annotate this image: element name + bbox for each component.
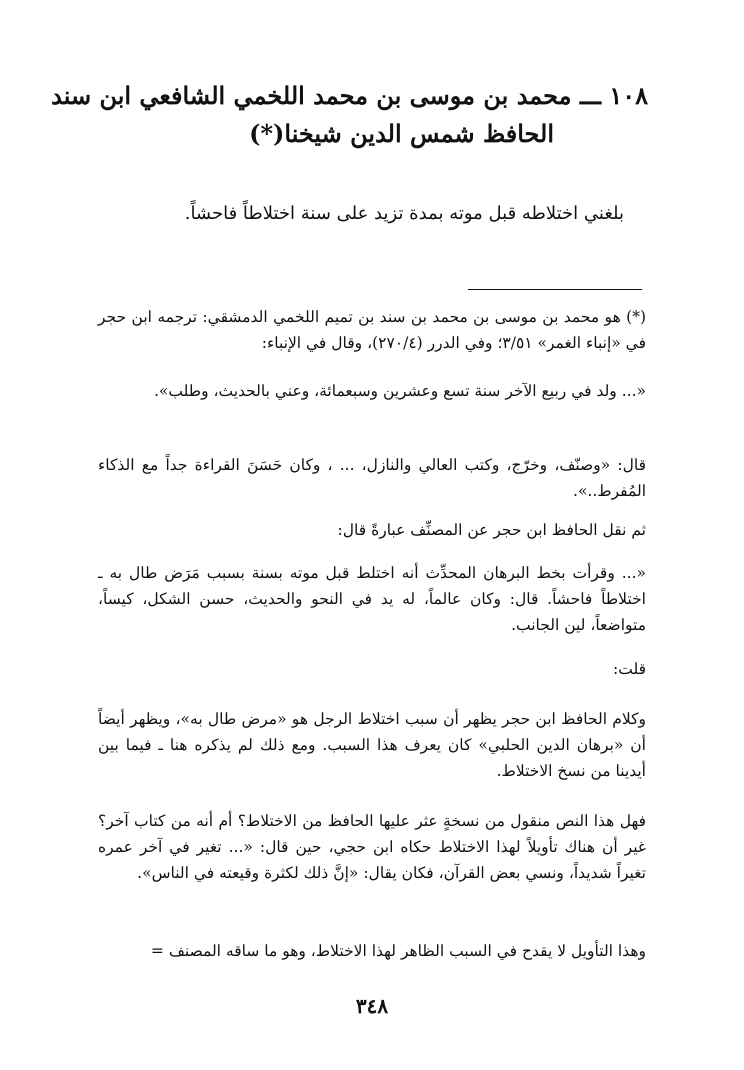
footnote-text-2: «... ولد في ربيع الآخر سنة تسع وعشرين وسبعمائة، وعني بالحديث، وطلب».	[153, 382, 646, 400]
entry-heading-line-2	[94, 116, 554, 152]
footnote-text-4: ثم نقل الحافظ ابن حجر عن المصنِّف عبارةً قال:	[337, 521, 646, 539]
footnote-text-5: «... وقرأت بخط البرهان المحدِّث أنه اختلط قبل موته بسنة بسبب مَرَض طال به ـ اختلاطاً فاحشاً. قال: وكان عالماً، له يد في النحو والحديث، حسن الشكل، كيساً، متواضعاً، لين الجانب.	[98, 564, 646, 634]
main-text: بلغني اختلاطه قبل موته بمدة تزيد على سنة اختلاطاً فاحشاً.	[184, 203, 624, 224]
footnote-text-1: هو محمد بن موسى بن محمد بن سند بن تميم اللخمي الدمشقي: ترجمه ابن حجر في «إنباء الغمر» ٣/٥١؛ وفي الدرر (٢٧٠/٤)، وقال في الإنباء:	[98, 308, 646, 352]
entry-heading-line-1	[51, 78, 648, 114]
footnote-marker: (*)	[626, 308, 646, 326]
footnote-paragraph-5	[98, 560, 646, 638]
footnote-text-6: قلت:	[613, 660, 646, 678]
footnote-paragraph-2	[98, 378, 646, 404]
entry-dash: ـــ	[579, 81, 601, 110]
footnote-paragraph-8	[98, 808, 646, 886]
footnote-paragraph-6	[98, 656, 646, 682]
entry-number: ١٠٨	[609, 81, 648, 110]
footnote-text-8: فهل هذا النص منقول من نسخةٍ عثر عليها الحافظ من الاختلاط؟ أم أنه من كتاب آخر؟ غير أن هناك تأويلاً لهذا الاختلاط حكاه ابن حجي، حين قال: «... تغير في آخر عمره تغيراً شديداً، ونسي بعض القرآن، فكان يقال: «إنَّ ذلك لكثرة وقيعته في الناس».	[98, 812, 646, 882]
footnote-paragraph-3	[98, 452, 646, 504]
footnote-text-3: قال: «وصنّف، وخرّج، وكتب العالي والنازل، ... ، وكان حَسَنَ القراءة جداً مع الذكاء المُفرط..».	[98, 456, 646, 500]
footnote-paragraph-9	[98, 938, 646, 964]
entry-title-line-2: الحافظ شمس الدين شيخنا	[284, 119, 554, 148]
entry-title-line-1: محمد بن موسى بن محمد اللخمي الشافعي ابن سند	[51, 81, 572, 110]
footnote-paragraph-7	[98, 706, 646, 784]
entry-footnote-marker: (*)	[249, 119, 285, 148]
footnote-paragraph-1	[98, 304, 646, 356]
page-number: ٣٤٨	[355, 994, 389, 1018]
footnote-text-9: وهذا التأويل لا يقدح في السبب الظاهر لهذا الاختلاط، وهو ما ساقه المصنف =	[150, 942, 646, 960]
footnote-paragraph-4	[98, 517, 646, 543]
footnote-text-7: وكلام الحافظ ابن حجر يظهر أن سبب اختلاط الرجل هو «مرض طال به»، ويظهر أيضاً أن «برهان الدين الحلبي» كان يعرف هذا السبب. ومع ذلك لم يذكره هنا ـ فيما بين أيدينا من نسخ الاختلاط.	[98, 710, 646, 780]
footnote-separator	[468, 289, 642, 290]
